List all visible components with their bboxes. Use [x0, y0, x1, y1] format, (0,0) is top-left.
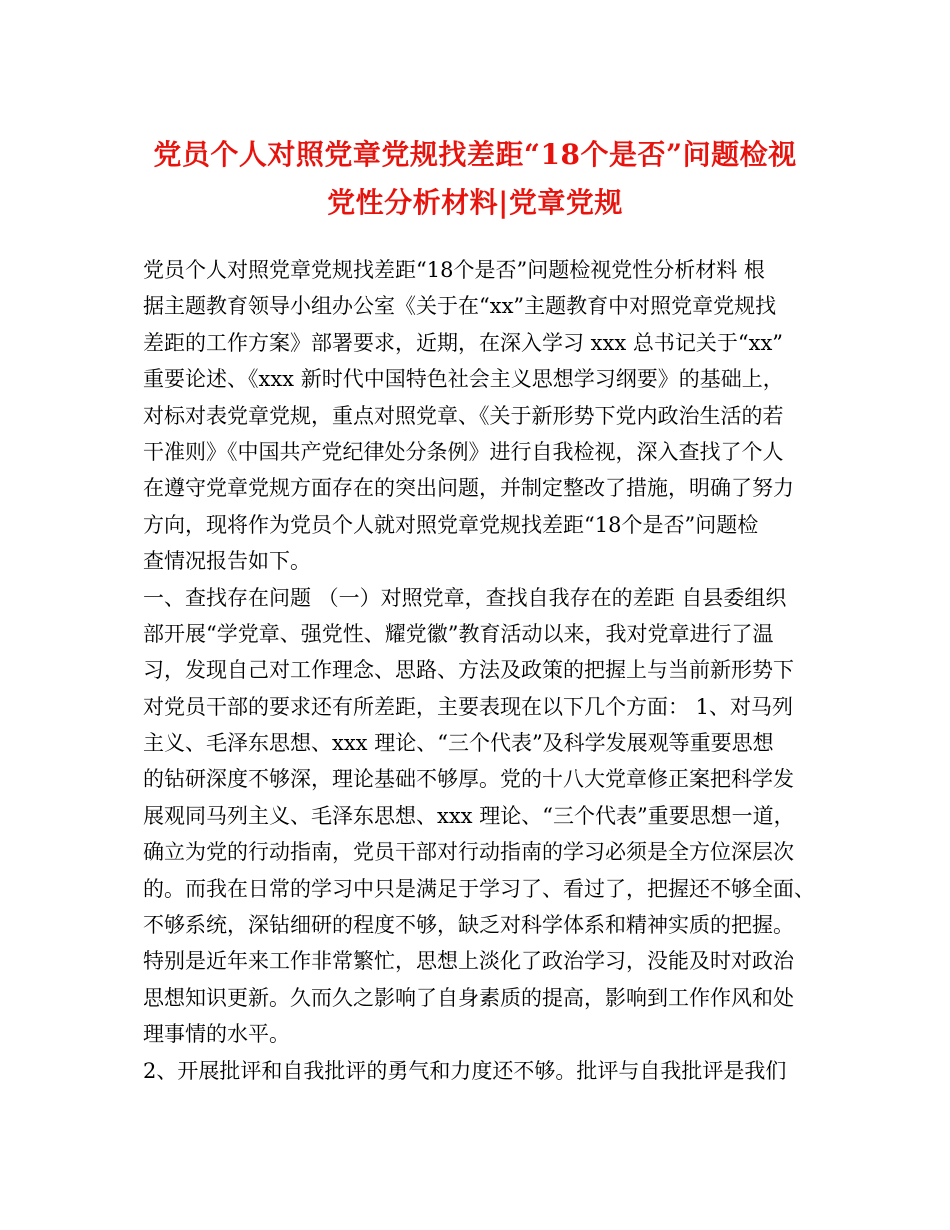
body-line: 展观同马列主义、毛泽东思想、xxx 理论、“三个代表”重要思想一道， [143, 803, 795, 828]
body-line: 对党员干部的要求还有所差距，主要表现在以下几个方面： 1、对马列 [143, 694, 794, 719]
body-line: 确立为党的行动指南，党员干部对行动指南的学习必须是全方位深层次 [143, 840, 794, 865]
body-line: 主义、毛泽东思想、xxx 理论、“三个代表”及科学发展观等重要思想 [143, 731, 774, 756]
body-line: 党员个人对照党章党规找差距“18个是否”问题检视党性分析材料 根 [143, 258, 765, 282]
body-line: 在遵守党章党规方面存在的突出问题，并制定整改了措施，明确了努力 [143, 476, 794, 501]
body-line: 的。而我在日常的学习中只是满足于学习了、看过了，把握还不够全面、 [143, 876, 815, 901]
body-line: 差距的工作方案》部署要求，近期，在深入学习 xxx 总书记关于“xx” [143, 330, 784, 355]
body-line: 习，发现自己对工作理念、思路、方法及政策的把握上与当前新形势下 [143, 658, 794, 683]
document-title-line-2: 党性分析材料|党章党规 [327, 186, 623, 219]
body-line: 重要论述、《xxx 新时代中国特色社会主义思想学习纲要》的基础上， [143, 367, 784, 392]
body-line: 2、开展批评和自我批评的勇气和力度还不够。批评与自我批评是我们 [143, 1058, 787, 1083]
body-line: 特别是近年来工作非常繁忙，思想上淡化了政治学习，没能及时对政治 [143, 949, 794, 974]
body-line: 查情况报告如下。 [143, 549, 311, 574]
body-line: 的钻研深度不够深，理论基础不够厚。党的十八大党章修正案把科学发 [143, 767, 794, 792]
document-title-line-1: 党员个人对照党章党规找差距“18个是否”问题检视 [153, 138, 797, 171]
body-line: 干准则》《中国共产党纪律处分条例》进行自我检视，深入查找了个人 [143, 439, 784, 464]
body-line: 一、查找存在问题 （一）对照党章，查找自我存在的差距 自县委组织 [143, 585, 787, 610]
body-line: 部开展“学党章、强党性、耀党徽”教育活动以来，我对党章进行了温 [143, 621, 774, 646]
body-line: 对标对表党章党规，重点对照党章、《关于新形势下党内政治生活的若 [143, 403, 784, 428]
document-body [143, 252, 823, 1089]
body-line: 不够系统，深钻细研的程度不够，缺乏对科学体系和精神实质的把握。 [143, 913, 794, 938]
body-line: 方向，现将作为党员个人就对照党章党规找差距“18个是否”问题检 [143, 512, 759, 537]
body-line: 思想知识更新。久而久之影响了自身素质的提高，影响到工作作风和处 [143, 985, 794, 1010]
body-line: 理事情的水平。 [143, 1022, 290, 1047]
body-line: 据主题教育领导小组办公室《关于在“xx”主题教育中对照党章党规找 [143, 294, 777, 319]
